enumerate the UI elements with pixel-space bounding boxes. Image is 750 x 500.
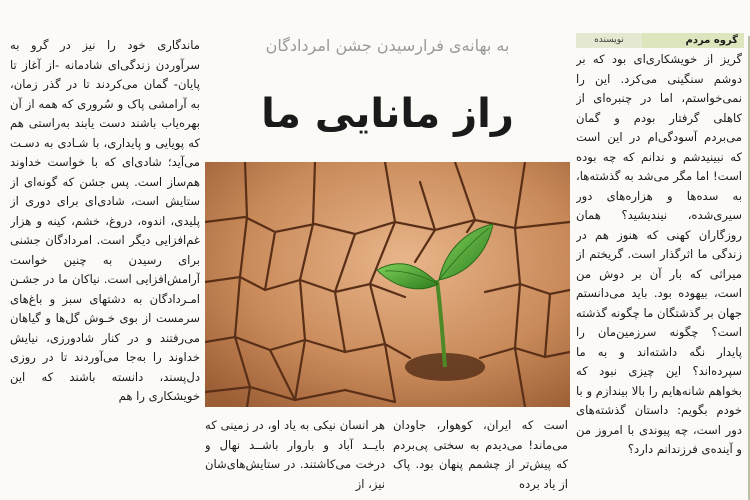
paragraph: ماندگاری خود را نیز در گرو به سرآوردن زندگی‌ای شادمانه -از آغاز تا پایان- گمان می‌کردند تا در گذر زمان، به آرامشی پاک و سُروری که همه از آن بهره‌یاب باشند دست یابند به‌راستی هم که پویایی و پایداری، با شـادی به دسـت می‌آید؛ شادی‌ای که با خواست خداوند هم‌ساز است. پس جشن که گونه‌ای از ستایش است، شادی‌ای برای دوری از پلیدی، اندوه، دروغ، خشم، کینه و هزار غم‌افزایی دیگر است. امردادگان جشنی برای رسیدن به چنین خواست آرامش‌افزایی است. نیاکان ما در جشـن امـردادگان به دشتهای سبز و باغ‌های سرمست از بوی خـوش گل‌ها و گیاهان می‌رفتند و در کنار شادورزی، نیایش خداوند را به‌جا می‌آوردند تا در روزی دل‌پسند، دانسته باشند که این خویشکاری را هم	[10, 38, 200, 403]
column-right-text	[576, 50, 742, 500]
paragraph: گریز از خویشکاری‌ای بود که بر دوشم سنگینی می‌کرد. این را نمی‌خواستم، اما در چنبره‌ای از کاهلی گرفتار بودم و گمان می‌بردم آسودگی‌ام در این است که نبینیدشم و ندانم که چه بوده است! اما مگر می‌شد به گذشته‌ها، به سده‌ها و هزاره‌های دور سیری‌شده، نیندیشید؟ همان روزگاران کهنی که هنوز هم در زندگی ما اثرگذار است. گریختم از میراثی که بار آن بر دوش من است، بیهوده بود. باید می‌دانستم جهان بر گذشتگان ما چگونه گذشته است؟ چگونه سرزمین‌مان را پایدار نگه داشته‌اند و به ما سپرده‌اند؟ این چیزی نبود که بخواهم شانه‌هایم را بالا بیندازم و با خودم بگویم: داستان گذشته‌های دور است، چه پیوندی با امروز من و آینده‌ی فرزندانم دارد؟	[576, 52, 742, 456]
column-header	[576, 33, 744, 48]
column-bottom-left-text	[205, 416, 385, 500]
paragraph: هر انسان نیکی به یاد او، در زمینی که بایــد آباد و باروار باشــد نهال و درخت می‌کاشتند. در ستایش‌های‌شان نیز، از	[205, 418, 385, 491]
article-kicker: به بهانه‌ی فرارسیدن جشن امردادگان	[265, 36, 510, 55]
paragraph: است که ایران، کوهوار، جاودان می‌ماند! می‌دیدم به سختی پی‌بردم که پیش‌تر از چشمم پنهان بود. پاک از یاد برده	[393, 418, 568, 491]
article-headline: راز مانایی ما	[261, 91, 514, 137]
article-photo	[205, 162, 570, 407]
author-tag: نویسنده	[576, 33, 642, 48]
column-bottom-right-text	[393, 416, 568, 500]
group-name-label: گروه مردم	[642, 33, 744, 48]
seedling-in-cracked-earth-icon	[205, 162, 570, 407]
column-left-text	[10, 36, 200, 500]
